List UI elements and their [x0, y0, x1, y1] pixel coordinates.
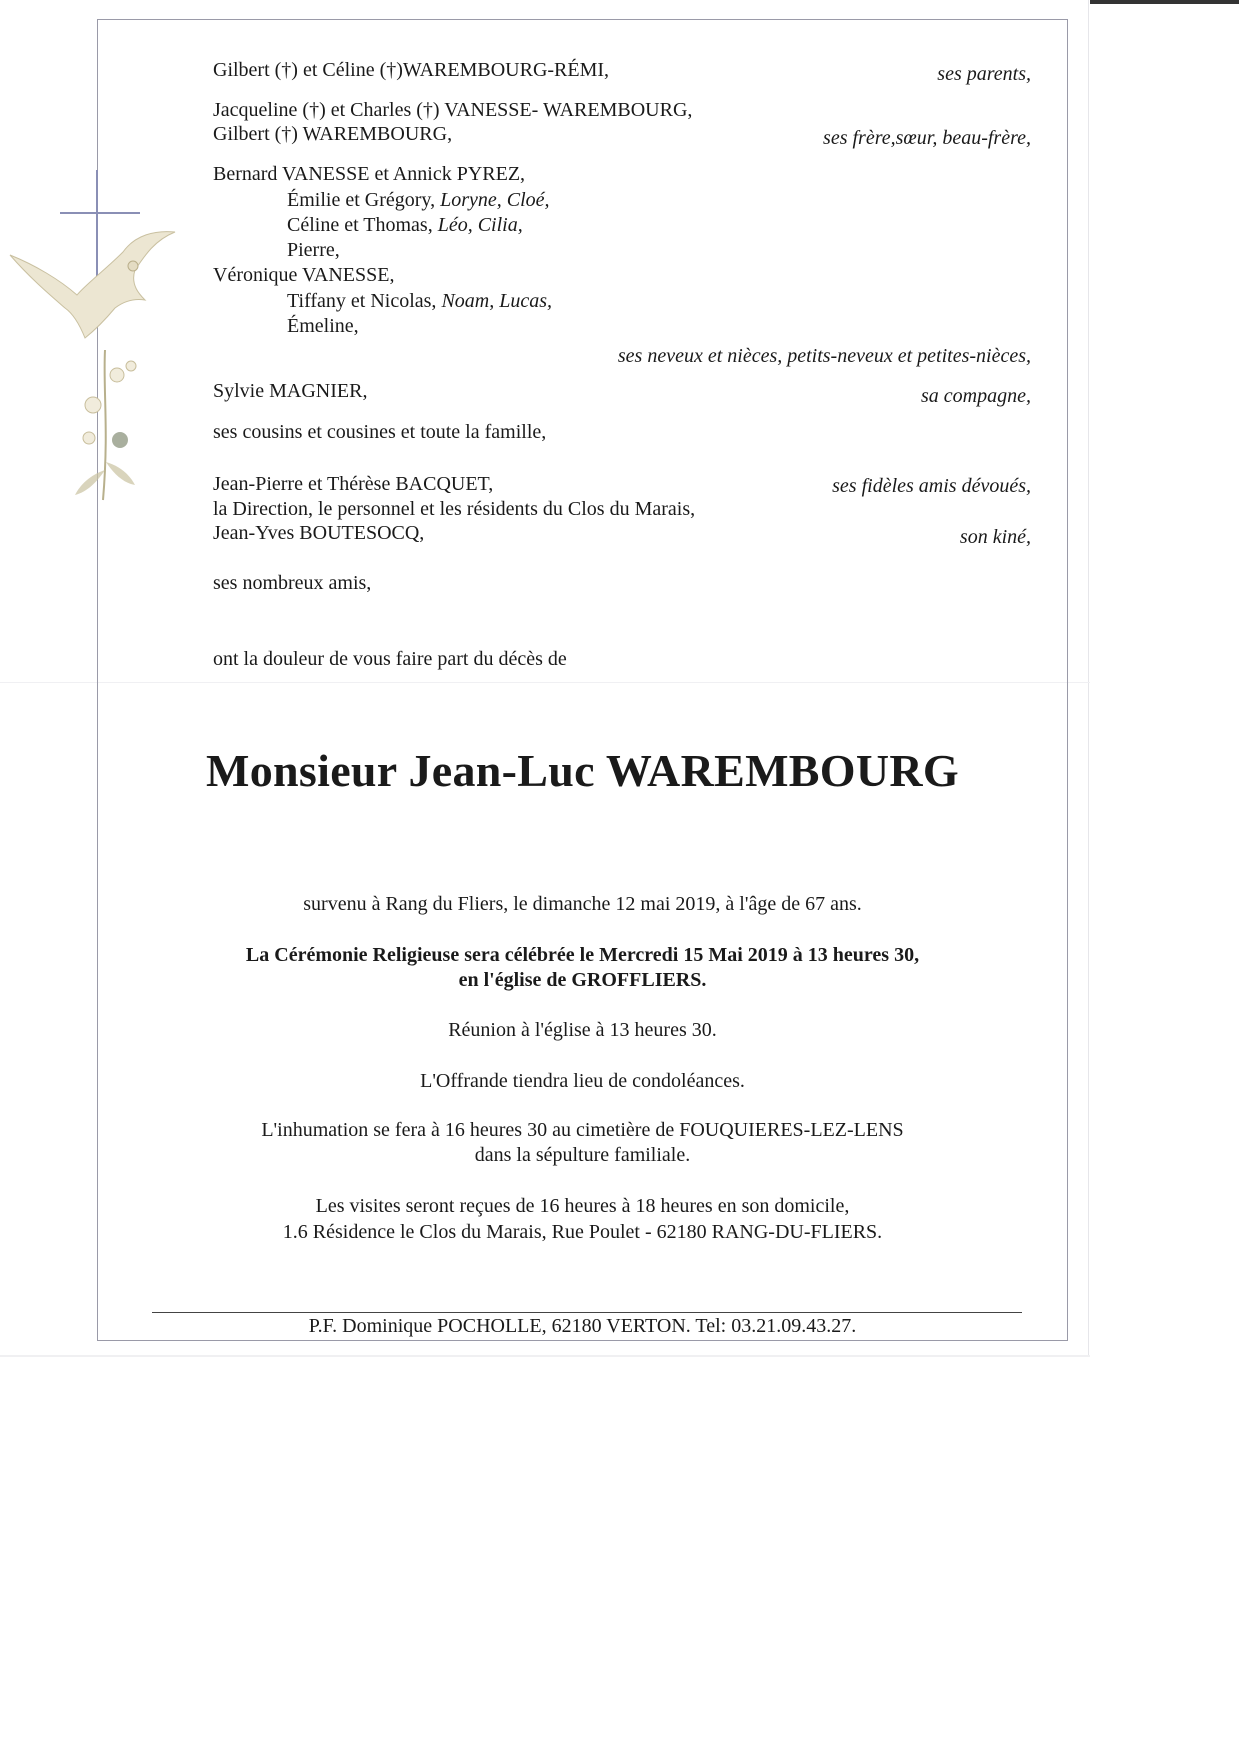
cousins-line: ses cousins et cousines et toute la famille,: [213, 421, 547, 443]
nephew-celine: [287, 213, 523, 237]
death-details: survenu à Rang du Fliers, le dimanche 12 mai 2019, à l'âge de 67 ans.: [303, 893, 862, 915]
emilie-children: Loryne, Cloé,: [440, 189, 550, 211]
direction-line: la Direction, le personnel et les résidents du Clos du Marais,: [213, 498, 696, 520]
nephew-emilie: [287, 188, 550, 212]
friends-bacquet: Jean-Pierre et Thérèse BACQUET,: [213, 473, 494, 495]
ceremony-line-2: en l'église de GROFFLIERS.: [458, 969, 707, 991]
parents-role: ses parents,: [937, 63, 1031, 85]
emilie-couple: Émilie et Grégory,: [287, 189, 436, 211]
siblings-role: ses frère,sœur, beau-frère,: [823, 127, 1031, 149]
siblings-line-1: Jacqueline (†) et Charles (†) VANESSE- WAREMBOURG,: [213, 99, 693, 121]
offering-line: L'Offrande tiendra lieu de condoléances.: [420, 1070, 745, 1092]
nephew-pierre: Pierre,: [287, 239, 340, 261]
nephew-tiffany: [287, 289, 552, 313]
announcement-line: ont la douleur de vous faire part du décès de: [213, 648, 567, 670]
partner-role: sa compagne,: [921, 385, 1031, 407]
celine-children: Léo, Cilia,: [437, 214, 523, 236]
celine-couple: Céline et Thomas,: [287, 214, 433, 236]
physio-role: son kiné,: [959, 526, 1031, 548]
scan-edge-mark: [1090, 0, 1239, 4]
nephew-veronique: Véronique VANESSE,: [213, 264, 395, 286]
partner-name: Sylvie MAGNIER,: [213, 380, 368, 402]
friends-line: ses nombreux amis,: [213, 572, 372, 594]
visits-line-2: 1.6 Résidence le Clos du Marais, Rue Poulet - 62180 RANG-DU-FLIERS.: [282, 1221, 883, 1243]
nephew-emeline: Émeline,: [287, 315, 359, 337]
nephew-bernard: Bernard VANESSE et Annick PYREZ,: [213, 163, 526, 185]
physio-name: Jean-Yves BOUTESOCQ,: [213, 522, 425, 544]
tiffany-children: Noam, Lucas,: [441, 290, 553, 312]
meeting-line: Réunion à l'église à 13 heures 30.: [448, 1019, 717, 1041]
ceremony-line-1: La Cérémonie Religieuse sera célébrée le Mercredi 15 Mai 2019 à 13 heures 30,: [245, 944, 920, 966]
deceased-name: Monsieur Jean-Luc WAREMBOURG: [206, 745, 959, 796]
scan-edge-line: [1088, 0, 1089, 1355]
footer-rule: [152, 1312, 1022, 1313]
cross-dove-flowers-icon: [5, 170, 180, 510]
siblings-line-2: Gilbert (†) WAREMBOURG,: [213, 123, 453, 145]
friends-bacquet-role: ses fidèles amis dévoués,: [832, 475, 1031, 497]
nephews-role: ses neveux et nièces, petits-neveux et petites-nièces,: [617, 345, 1031, 367]
tiffany-couple: Tiffany et Nicolas,: [287, 290, 437, 312]
burial-line-2: dans la sépulture familiale.: [474, 1144, 691, 1166]
burial-line-1: L'inhumation se fera à 16 heures 30 au cimetière de FOUQUIERES-LEZ-LENS: [261, 1119, 904, 1141]
scan-shadow: [0, 1355, 1090, 1357]
funeral-home-footer: P.F. Dominique POCHOLLE, 62180 VERTON. Tel: 03.21.09.43.27.: [308, 1315, 857, 1337]
parents-names: Gilbert (†) et Céline (†)WAREMBOURG-RÉMI,: [213, 59, 610, 81]
visits-line-1: Les visites seront reçues de 16 heures à 18 heures en son domicile,: [315, 1195, 850, 1217]
